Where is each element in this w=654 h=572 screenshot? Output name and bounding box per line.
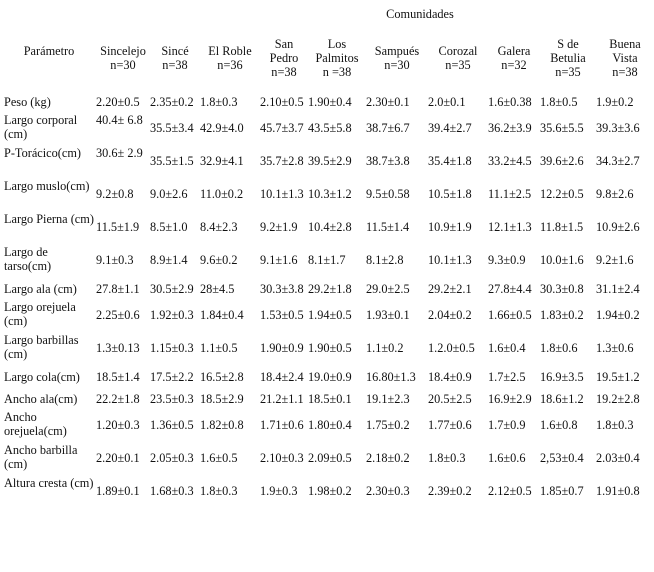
value-cell: 1.6±0.5 — [200, 451, 238, 465]
value-cell: 1.8±0.5 — [540, 95, 578, 109]
value-cell: 11.5±1.4 — [366, 220, 410, 234]
value-cell: 35.5±1.5 — [150, 154, 194, 168]
param-cell: Ancho barbilla (cm) — [4, 443, 78, 471]
value-cell: 12.2±0.5 — [540, 187, 584, 201]
value-cell: 30.5±2.9 — [150, 282, 194, 296]
value-cell: 8.5±1.0 — [150, 220, 188, 234]
value-cell: 35.5±3.4 — [150, 121, 194, 135]
value-cell: 16.5±2.8 — [200, 370, 244, 384]
value-cell: 2.09±0.5 — [308, 451, 352, 465]
table-row — [2, 278, 654, 300]
value-cell: 9.1±0.3 — [96, 253, 134, 267]
value-cell: 1.90±0.9 — [260, 341, 304, 355]
value-cell: 2.10±0.3 — [260, 451, 304, 465]
value-cell: 10.4±2.8 — [308, 220, 352, 234]
value-cell: 1.89±0.1 — [96, 484, 140, 498]
value-cell: 10.5±1.8 — [428, 187, 472, 201]
param-cell: Altura cresta (cm) — [4, 476, 94, 490]
value-cell: 10.0±1.6 — [540, 253, 584, 267]
value-cell: 1.90±0.5 — [308, 341, 352, 355]
value-cell: 9.5±0.58 — [366, 187, 410, 201]
value-cell: 1.71±0.6 — [260, 418, 304, 432]
value-cell: 10.1±1.3 — [260, 187, 304, 201]
value-cell: 1.68±0.3 — [150, 484, 194, 498]
column-n: n=38 — [271, 64, 297, 79]
column-name: San Pedro — [269, 36, 299, 65]
value-cell: 2.12±0.5 — [488, 484, 532, 498]
value-cell: 35.4±1.8 — [428, 154, 472, 168]
value-cell: 2.10±0.5 — [260, 95, 304, 109]
value-cell: 1.94±0.5 — [308, 308, 352, 322]
value-cell: 1.90±0.4 — [308, 95, 352, 109]
value-cell: 10.1±1.3 — [428, 253, 472, 267]
param-header: Parámetro — [23, 43, 75, 58]
column-n: n=30 — [384, 57, 410, 72]
column-header — [96, 24, 150, 91]
value-cell: 2.05±0.3 — [150, 451, 194, 465]
value-cell: 9.8±2.6 — [596, 187, 634, 201]
column-header — [308, 24, 366, 91]
value-cell: 1.1±0.5 — [200, 341, 238, 355]
value-cell: 1.20±0.3 — [96, 418, 140, 432]
value-cell: 1.75±0.2 — [366, 418, 410, 432]
column-name: Sincé — [161, 43, 189, 58]
value-cell: 23.5±0.3 — [150, 392, 194, 406]
value-cell: 29.2±2.1 — [428, 282, 472, 296]
value-cell: 34.3±2.7 — [596, 154, 640, 168]
value-cell: 1.3±0.13 — [96, 341, 140, 355]
param-cell: Largo Pierna (cm) — [4, 212, 94, 226]
value-cell: 42.9±4.0 — [200, 121, 244, 135]
value-cell: 38.7±3.8 — [366, 154, 410, 168]
table-row — [2, 300, 654, 333]
table-row — [2, 146, 654, 179]
column-header — [488, 24, 540, 91]
value-cell: 43.5±5.8 — [308, 121, 352, 135]
value-cell: 11.1±2.5 — [488, 187, 532, 201]
table-row — [2, 410, 654, 443]
value-cell: 1.80±0.4 — [308, 418, 352, 432]
value-cell: 1.53±0.5 — [260, 308, 304, 322]
column-name: El Roble — [208, 43, 252, 58]
value-cell: 1.8±0.3 — [200, 95, 238, 109]
value-cell: 35.7±2.8 — [260, 154, 304, 168]
value-cell: 11.8±1.5 — [540, 220, 584, 234]
value-cell: 2.0±0.1 — [428, 95, 466, 109]
group-header: Comunidades — [386, 7, 454, 21]
column-name: Sampués — [374, 43, 420, 58]
value-cell: 11.0±0.2 — [200, 187, 244, 201]
value-cell: 1.15±0.3 — [150, 341, 194, 355]
value-cell: 1.2.0±0.5 — [428, 341, 475, 355]
value-cell: 10.3±1.2 — [308, 187, 352, 201]
value-cell: 8.9±1.4 — [150, 253, 188, 267]
value-cell: 1.9±0.2 — [596, 95, 634, 109]
column-n: n =38 — [322, 64, 352, 79]
group-header-row — [2, 4, 654, 24]
value-cell: 2.35±0.2 — [150, 95, 194, 109]
value-cell: 1.8±0.3 — [200, 484, 238, 498]
table-row — [2, 476, 654, 509]
column-n: n=35 — [555, 64, 581, 79]
value-cell: 35.6±5.5 — [540, 121, 584, 135]
param-cell: Largo muslo(cm) — [4, 179, 90, 193]
table-row — [2, 91, 654, 113]
table-row — [2, 366, 654, 388]
value-cell: 17.5±2.2 — [150, 370, 194, 384]
column-name: Corozal — [438, 43, 478, 58]
column-name: Buena Vista — [609, 36, 641, 65]
column-n: n=32 — [501, 57, 527, 72]
morphometric-table — [2, 4, 654, 509]
table-row — [2, 388, 654, 410]
table-row — [2, 245, 654, 278]
param-cell: Largo barbillas (cm) — [4, 333, 79, 361]
column-n: n=38 — [162, 57, 188, 72]
value-cell: 30.6± 2.9 — [96, 146, 143, 160]
value-cell: 10.9±2.6 — [596, 220, 640, 234]
value-cell: 22.2±1.8 — [96, 392, 140, 406]
value-cell: 21.2±1.1 — [260, 392, 304, 406]
column-header — [150, 24, 200, 91]
value-cell: 39.6±2.6 — [540, 154, 584, 168]
value-cell: 1.1±0.2 — [366, 341, 404, 355]
table-row — [2, 113, 654, 146]
column-header — [540, 24, 596, 91]
value-cell: 1.8±0.3 — [596, 418, 634, 432]
value-cell: 2.20±0.5 — [96, 95, 140, 109]
value-cell: 9.2±1.9 — [260, 220, 298, 234]
param-cell: Peso (kg) — [4, 95, 51, 109]
column-name: Galera — [497, 43, 531, 58]
value-cell: 1.83±0.2 — [540, 308, 584, 322]
column-header — [428, 24, 488, 91]
value-cell: 1.66±0.5 — [488, 308, 532, 322]
value-cell: 32.9±4.1 — [200, 154, 244, 168]
value-cell: 9.2±1.6 — [596, 253, 634, 267]
value-cell: 1.6±0.6 — [488, 451, 526, 465]
param-cell: P-Torácico(cm) — [4, 146, 81, 160]
value-cell: 1.94±0.2 — [596, 308, 640, 322]
value-cell: 29.2±1.8 — [308, 282, 352, 296]
value-cell: 28±4.5 — [200, 282, 235, 296]
value-cell: 9.6±0.2 — [200, 253, 238, 267]
value-cell: 39.4±2.7 — [428, 121, 472, 135]
value-cell: 27.8±4.4 — [488, 282, 532, 296]
value-cell: 16.9±3.5 — [540, 370, 584, 384]
value-cell: 1.6±0.8 — [540, 418, 578, 432]
value-cell: 1.85±0.7 — [540, 484, 584, 498]
value-cell: 19.5±1.2 — [596, 370, 640, 384]
value-cell: 18.5±1.4 — [96, 370, 140, 384]
value-cell: 20.5±2.5 — [428, 392, 472, 406]
table-row — [2, 443, 654, 476]
value-cell: 1.93±0.1 — [366, 308, 410, 322]
value-cell: 1.82±0.8 — [200, 418, 244, 432]
value-cell: 8.1±2.8 — [366, 253, 404, 267]
value-cell: 38.7±6.7 — [366, 121, 410, 135]
value-cell: 1.77±0.6 — [428, 418, 472, 432]
value-cell: 2.25±0.6 — [96, 308, 140, 322]
value-cell: 2.30±0.1 — [366, 95, 410, 109]
column-header-row — [2, 24, 654, 91]
param-cell: Ancho ala(cm) — [4, 392, 78, 406]
value-cell: 1.7±0.9 — [488, 418, 526, 432]
param-cell: Largo de tarso(cm) — [4, 245, 52, 273]
value-cell: 16.9±2.9 — [488, 392, 532, 406]
param-cell: Largo orejuela (cm) — [4, 300, 76, 328]
value-cell: 1.8±0.6 — [540, 341, 578, 355]
table-row — [2, 333, 654, 366]
value-cell: 19.0±0.9 — [308, 370, 352, 384]
column-name: S de Betulia — [550, 36, 586, 65]
value-cell: 2.18±0.2 — [366, 451, 410, 465]
value-cell: 1.9±0.3 — [260, 484, 298, 498]
value-cell: 9.1±1.6 — [260, 253, 298, 267]
column-header — [200, 24, 260, 91]
value-cell: 36.2±3.9 — [488, 121, 532, 135]
value-cell: 11.5±1.9 — [96, 220, 140, 234]
value-cell: 1.8±0.3 — [428, 451, 466, 465]
value-cell: 31.1±2.4 — [596, 282, 640, 296]
value-cell: 10.9±1.9 — [428, 220, 472, 234]
value-cell: 1.3±0.6 — [596, 341, 634, 355]
value-cell: 9.0±2.6 — [150, 187, 188, 201]
param-cell: Ancho orejuela(cm) — [4, 410, 67, 438]
value-cell: 2.30±0.3 — [366, 484, 410, 498]
value-cell: 16.80±1.3 — [366, 370, 416, 384]
value-cell: 19.2±2.8 — [596, 392, 640, 406]
column-header — [366, 24, 428, 91]
value-cell: 1.91±0.8 — [596, 484, 640, 498]
value-cell: 1.6±0.38 — [488, 95, 532, 109]
column-n: n=36 — [217, 57, 243, 72]
value-cell: 1.6±0.4 — [488, 341, 526, 355]
value-cell: 12.1±1.3 — [488, 220, 532, 234]
value-cell: 45.7±3.7 — [260, 121, 304, 135]
value-cell: 8.1±1.7 — [308, 253, 346, 267]
value-cell: 9.2±0.8 — [96, 187, 134, 201]
table-body — [2, 91, 654, 509]
value-cell: 18.5±0.1 — [308, 392, 352, 406]
value-cell: 18.4±2.4 — [260, 370, 304, 384]
table-row — [2, 179, 654, 212]
value-cell: 1.36±0.5 — [150, 418, 194, 432]
value-cell: 8.4±2.3 — [200, 220, 238, 234]
value-cell: 30.3±0.8 — [540, 282, 584, 296]
value-cell: 1.84±0.4 — [200, 308, 244, 322]
column-header — [260, 24, 308, 91]
value-cell: 2,53±0.4 — [540, 451, 584, 465]
value-cell: 9.3±0.9 — [488, 253, 526, 267]
empty-header-cell — [2, 4, 96, 24]
value-cell: 1.92±0.3 — [150, 308, 194, 322]
value-cell: 29.0±2.5 — [366, 282, 410, 296]
param-cell: Largo ala (cm) — [4, 282, 77, 296]
column-n: n=38 — [612, 64, 638, 79]
table-row — [2, 212, 654, 245]
value-cell: 2.20±0.1 — [96, 451, 140, 465]
column-name: Los Palmitos — [315, 36, 359, 65]
value-cell: 39.3±3.6 — [596, 121, 640, 135]
value-cell: 33.2±4.5 — [488, 154, 532, 168]
value-cell: 2.39±0.2 — [428, 484, 472, 498]
value-cell: 30.3±3.8 — [260, 282, 304, 296]
column-n: n=35 — [445, 57, 471, 72]
value-cell: 39.5±2.9 — [308, 154, 352, 168]
value-cell: 40.4± 6.8 — [96, 113, 143, 127]
param-cell: Largo cola(cm) — [4, 370, 80, 384]
value-cell: 18.6±1.2 — [540, 392, 584, 406]
value-cell: 1.98±0.2 — [308, 484, 352, 498]
column-n: n=30 — [110, 57, 136, 72]
value-cell: 18.5±2.9 — [200, 392, 244, 406]
value-cell: 19.1±2.3 — [366, 392, 410, 406]
column-header — [596, 24, 654, 91]
value-cell: 2.03±0.4 — [596, 451, 640, 465]
value-cell: 2.04±0.2 — [428, 308, 472, 322]
value-cell: 1.7±2.5 — [488, 370, 526, 384]
value-cell: 18.4±0.9 — [428, 370, 472, 384]
param-cell: Largo corporal (cm) — [4, 113, 78, 141]
column-name: Sincelejo — [100, 43, 146, 58]
value-cell: 27.8±1.1 — [96, 282, 140, 296]
